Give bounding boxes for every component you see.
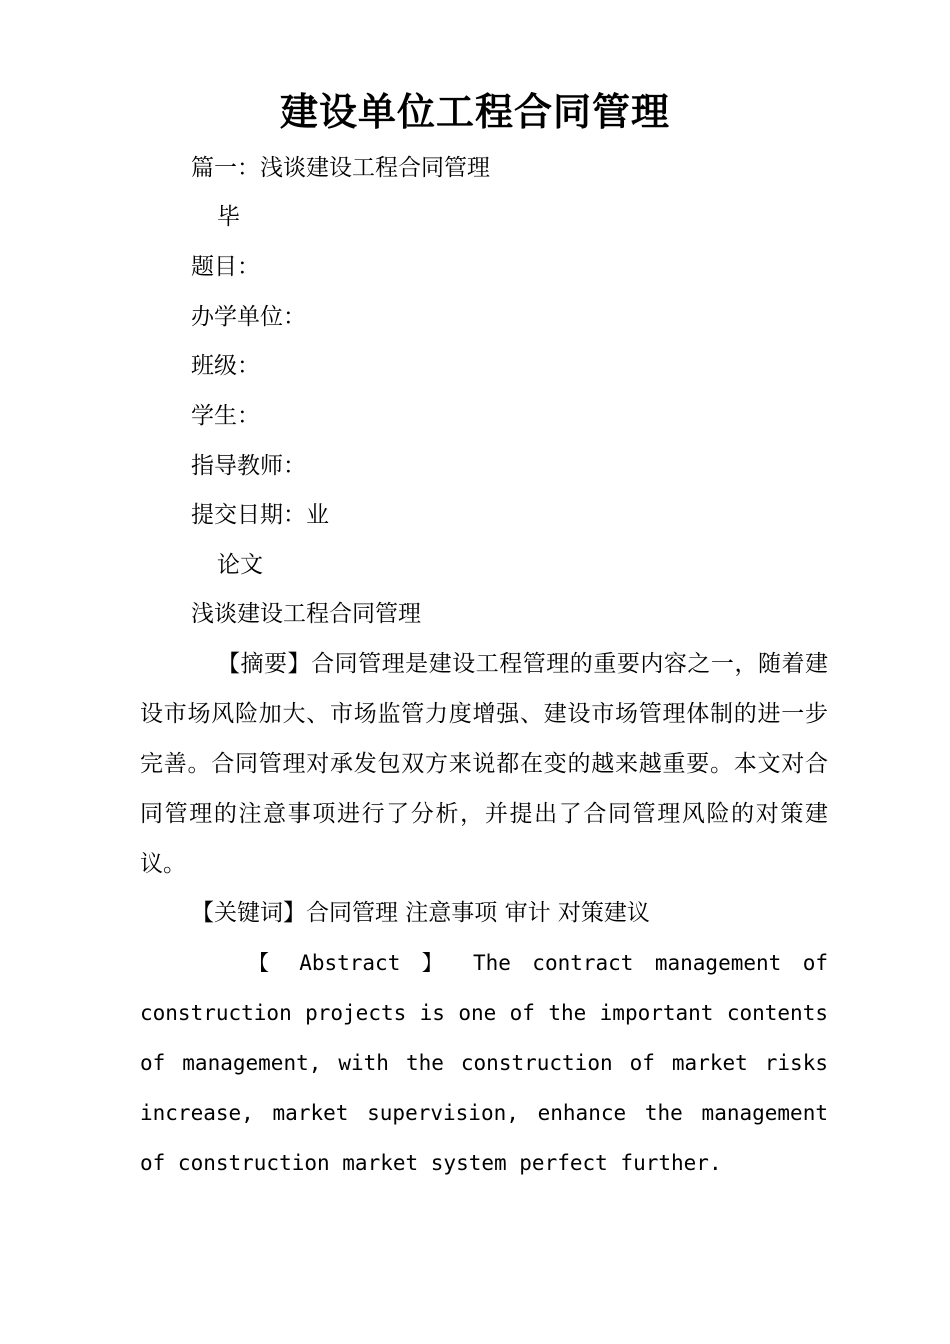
cover-fragment-1: 毕 [217,204,240,230]
abstract-english [140,938,828,1188]
keywords-line: 【关键词】合同管理 注意事项 审计 对策建议 [191,900,650,926]
field-class: 班级： [191,353,260,379]
field-student: 学生： [191,403,260,429]
cover-fragment-2: 论文 [217,552,263,578]
abstract-english-first-line: 【 Abstract 】 The contract management of [248,951,828,975]
field-school: 办学单位： [191,304,306,330]
abstract-chinese: 【摘要】合同管理是建设工程管理的重要内容之一，随着建设市场风险加大、市场监管力度增强、建设市场管理体制的进一步完善。合同管理对承发包双方来说都在变的越来越重要。本文对合同管理的注意事项进行了分析，并提出了合同管理风险的对策建议。 [140,651,828,877]
paper-title: 浅谈建设工程合同管理 [191,601,421,627]
abstract-english-body: construction projects is one of the important contents of management, with the construction of market risks increase, market supervision, enhance the management of construction market system perfect further. [140,1001,828,1175]
chapter-heading: 篇一：浅谈建设工程合同管理 [191,155,490,181]
field-submit-date: 提交日期：业 [191,502,329,528]
field-topic: 题目： [191,254,260,280]
document-title: 建设单位工程合同管理 [279,89,670,134]
field-advisor: 指导教师： [191,453,306,479]
